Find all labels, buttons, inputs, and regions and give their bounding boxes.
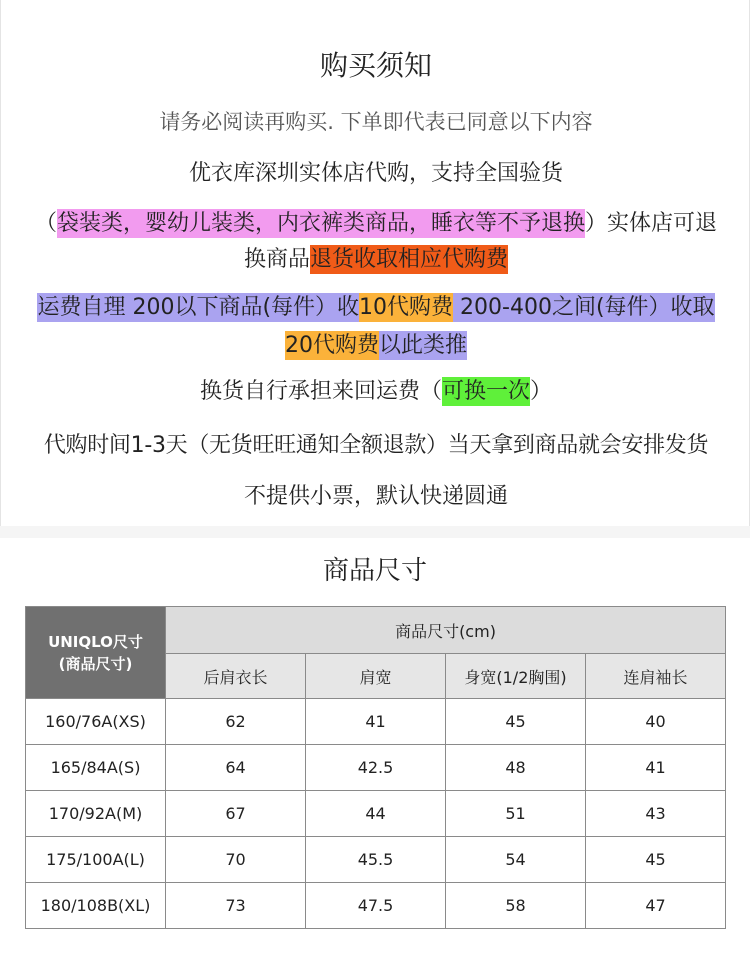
table-cell: 64 xyxy=(166,745,306,791)
size-section-title: 商品尺寸 xyxy=(322,556,427,586)
table-cell: 73 xyxy=(166,883,306,929)
table-cell: 45 xyxy=(586,837,726,883)
table-cell: 45 xyxy=(446,699,586,745)
column-header: 连肩袖长 xyxy=(586,654,726,699)
table-cell: 45.5 xyxy=(306,837,446,883)
corner-label-brand: UNIQLO尺寸 xyxy=(48,632,143,651)
notice-line-return-fee xyxy=(1,242,750,273)
size-label: 175/100A(L) xyxy=(26,837,166,883)
size-table-corner-header xyxy=(26,607,166,699)
paren-open: （ xyxy=(34,211,57,236)
size-label: 160/76A(XS) xyxy=(26,699,166,745)
highlight-shipping-under-200: 运费自理 200以下商品(每件）收 xyxy=(37,295,360,320)
size-group-header: 商品尺寸(cm) xyxy=(166,607,726,654)
table-row xyxy=(26,791,726,837)
table-cell: 51 xyxy=(446,791,586,837)
exchange-shipping-text: 换货自行承担来回运费（ xyxy=(199,379,442,404)
highlight-and-so-on: 以此类推 xyxy=(378,333,467,358)
paren-close: ） xyxy=(530,379,553,404)
size-label: 180/108B(XL) xyxy=(26,883,166,929)
table-cell: 54 xyxy=(446,837,586,883)
section-divider xyxy=(0,526,750,538)
notice-line-purchase-time: 代购时间1-3天（无货旺旺通知全额退款）当天拿到商品就会安排发货 xyxy=(43,433,709,458)
column-header: 身宽(1/2胸围) xyxy=(446,654,586,699)
table-cell: 62 xyxy=(166,699,306,745)
table-cell: 41 xyxy=(306,699,446,745)
notice-line-receipt: 不提供小票，默认快递圆通 xyxy=(243,484,508,509)
size-table xyxy=(25,606,726,929)
notice-line-verification: 优衣库深圳实体店代购，支持全国验货 xyxy=(188,161,563,186)
highlight-exchange-once: 可换一次 xyxy=(441,379,530,404)
notice-subtitle: 请务必阅读再购买. 下单即代表已同意以下内容 xyxy=(159,110,593,134)
corner-label-sub: (商品尺寸) xyxy=(58,654,133,673)
column-header: 肩宽 xyxy=(306,654,446,699)
returnable-text: ）实体店可退 xyxy=(585,211,718,236)
table-cell: 48 xyxy=(446,745,586,791)
table-row xyxy=(26,699,726,745)
table-row xyxy=(26,745,726,791)
table-row xyxy=(26,883,726,929)
notice-line-shipping-fee-cont xyxy=(1,328,750,359)
notice-line-non-returnable xyxy=(1,206,750,237)
table-cell: 40 xyxy=(586,699,726,745)
table-cell: 47 xyxy=(586,883,726,929)
notice-line-shipping-fee xyxy=(1,290,750,321)
table-cell: 43 xyxy=(586,791,726,837)
highlight-return-fee: 退货收取相应代购费 xyxy=(310,247,509,272)
table-cell: 42.5 xyxy=(306,745,446,791)
table-cell: 58 xyxy=(446,883,586,929)
notice-line-exchange xyxy=(1,374,750,405)
table-cell: 44 xyxy=(306,791,446,837)
table-row xyxy=(26,837,726,883)
highlight-shipping-200-400: 200-400之间(每件）收取 xyxy=(453,295,715,320)
table-cell: 41 xyxy=(586,745,726,791)
table-cell: 70 xyxy=(166,837,306,883)
notice-title: 购买须知 xyxy=(319,49,432,82)
size-label: 170/92A(M) xyxy=(26,791,166,837)
table-cell: 67 xyxy=(166,791,306,837)
highlight-fee-20: 20代购费 xyxy=(284,333,379,358)
size-label: 165/84A(S) xyxy=(26,745,166,791)
highlight-non-returnable-items: 袋装类，婴幼儿装类，内衣裤类商品，睡衣等不予退换 xyxy=(56,211,585,236)
highlight-fee-10: 10代购费 xyxy=(359,295,454,320)
table-cell: 47.5 xyxy=(306,883,446,929)
column-header: 后肩衣长 xyxy=(166,654,306,699)
exchange-text: 换商品 xyxy=(243,247,310,272)
